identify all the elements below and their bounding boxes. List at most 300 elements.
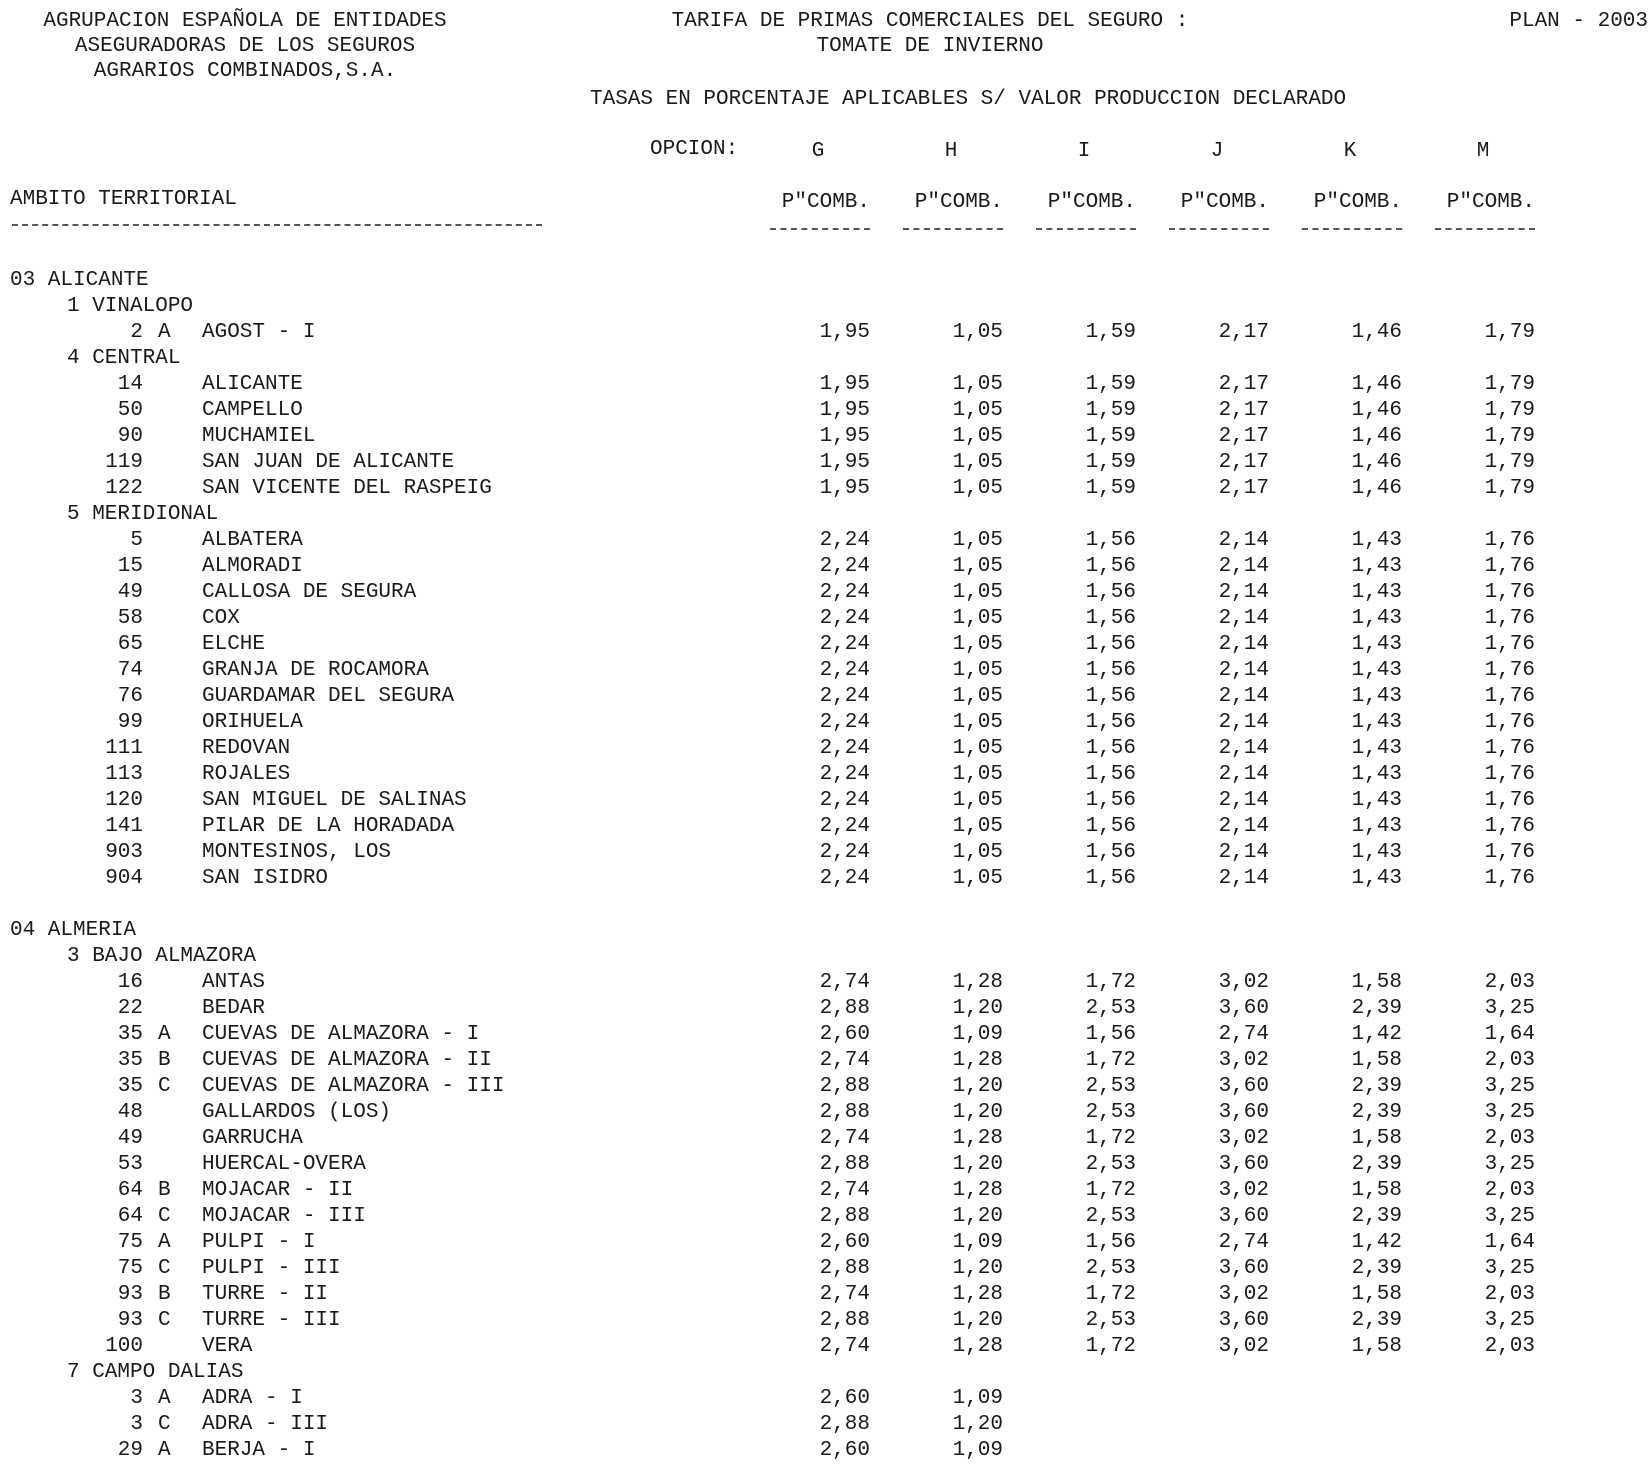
- municipality-code: 119: [105, 451, 143, 474]
- table-row: [0, 372, 1651, 398]
- municipality-name: ALMORADI: [202, 555, 303, 578]
- rate-m: 2,03: [1484, 1283, 1535, 1306]
- municipality-code: 3: [130, 1387, 143, 1410]
- rate-i: 1,56: [1085, 581, 1136, 604]
- rate-h: 1,28: [952, 1127, 1003, 1150]
- municipality-name: SAN JUAN DE ALICANTE: [202, 451, 455, 474]
- rate-h: 1,20: [952, 1413, 1003, 1436]
- municipality-name: VERA: [202, 1335, 253, 1358]
- rate-g: 2,24: [819, 529, 870, 552]
- municipality-code: 113: [105, 763, 143, 786]
- pcomb-underline: [770, 228, 870, 230]
- municipality-subzone: A: [158, 1023, 171, 1046]
- org-name-line-3: AGRARIOS COMBINADOS,S.A.: [93, 60, 397, 83]
- rate-g: 2,60: [819, 1387, 870, 1410]
- rate-h: 1,05: [952, 789, 1003, 812]
- rate-h: 1,28: [952, 971, 1003, 994]
- municipality-code: 58: [117, 607, 143, 630]
- comarca-header: [0, 502, 1651, 528]
- rate-j: 2,17: [1218, 373, 1269, 396]
- rate-m: 3,25: [1484, 1153, 1535, 1176]
- option-m-header: M: [1476, 140, 1490, 163]
- rate-k: 2,39: [1351, 1205, 1402, 1228]
- rate-g: 2,60: [819, 1439, 870, 1462]
- rate-j: 2,14: [1218, 867, 1269, 890]
- rate-i: 2,53: [1085, 1205, 1136, 1228]
- rate-g: 2,24: [819, 659, 870, 682]
- municipality-code: 35: [117, 1049, 143, 1072]
- rate-j: 2,14: [1218, 581, 1269, 604]
- municipality-name: PILAR DE LA HORADADA: [202, 815, 455, 838]
- table-row: [0, 1022, 1651, 1048]
- rate-j: 2,14: [1218, 633, 1269, 656]
- org-name-line-1: AGRUPACION ESPAÑOLA DE ENTIDADES: [43, 10, 447, 33]
- rate-k: 1,43: [1351, 685, 1402, 708]
- rate-g: 2,60: [819, 1023, 870, 1046]
- rate-g: 2,74: [819, 1335, 870, 1358]
- rate-g: 2,24: [819, 815, 870, 838]
- rate-g: 2,24: [819, 763, 870, 786]
- rate-j: 2,14: [1218, 555, 1269, 578]
- municipality-name: TURRE - III: [202, 1309, 341, 1332]
- rate-k: 1,42: [1351, 1023, 1402, 1046]
- municipality-name: CUEVAS DE ALMAZORA - I: [202, 1023, 480, 1046]
- municipality-code: 99: [117, 711, 143, 734]
- rate-m: 1,76: [1484, 763, 1535, 786]
- rate-h: 1,05: [952, 373, 1003, 396]
- province-name: 03 ALICANTE: [10, 269, 149, 292]
- rate-h: 1,05: [952, 425, 1003, 448]
- rate-k: 1,46: [1351, 321, 1402, 344]
- rate-k: 2,39: [1351, 1075, 1402, 1098]
- rate-k: 2,39: [1351, 1257, 1402, 1280]
- org-name-line-2: ASEGURADORAS DE LOS SEGUROS: [74, 35, 416, 58]
- province-header: [0, 268, 1651, 294]
- rate-j: 3,02: [1218, 1049, 1269, 1072]
- rate-i: 1,59: [1085, 321, 1136, 344]
- rate-i: 1,59: [1085, 451, 1136, 474]
- rate-h: 1,05: [952, 581, 1003, 604]
- table-row: [0, 1386, 1651, 1412]
- table-row: [0, 1074, 1651, 1100]
- municipality-subzone: C: [158, 1309, 171, 1332]
- table-row: [0, 1178, 1651, 1204]
- ambito-underline: [12, 224, 542, 226]
- rate-m: 2,03: [1484, 971, 1535, 994]
- municipality-code: 3: [130, 1413, 143, 1436]
- rate-k: 1,46: [1351, 399, 1402, 422]
- rate-j: 3,02: [1218, 1283, 1269, 1306]
- municipality-code: 29: [117, 1439, 143, 1462]
- rate-k: 2,39: [1351, 1153, 1402, 1176]
- rate-k: 1,43: [1351, 737, 1402, 760]
- rate-m: 1,64: [1484, 1023, 1535, 1046]
- municipality-name: CAMPELLO: [202, 399, 303, 422]
- table-row: [0, 476, 1651, 502]
- rate-g: 1,95: [819, 399, 870, 422]
- province-header: [0, 918, 1651, 944]
- comarca-header: [0, 944, 1651, 970]
- rate-j: 2,14: [1218, 685, 1269, 708]
- rate-i: 1,56: [1085, 867, 1136, 890]
- rate-k: 1,58: [1351, 1179, 1402, 1202]
- municipality-name: BERJA - I: [202, 1439, 316, 1462]
- municipality-name: REDOVAN: [202, 737, 291, 760]
- rate-k: 1,43: [1351, 659, 1402, 682]
- municipality-name: ADRA - III: [202, 1413, 329, 1436]
- municipality-subzone: B: [158, 1179, 171, 1202]
- rate-i: 1,59: [1085, 399, 1136, 422]
- municipality-name: ROJALES: [202, 763, 291, 786]
- rate-g: 2,24: [819, 867, 870, 890]
- rate-g: 2,74: [819, 1179, 870, 1202]
- municipality-code: 2: [130, 321, 143, 344]
- rate-m: 3,25: [1484, 1101, 1535, 1124]
- rate-j: 2,14: [1218, 737, 1269, 760]
- municipality-name: SAN MIGUEL DE SALINAS: [202, 789, 467, 812]
- municipality-name: CALLOSA DE SEGURA: [202, 581, 417, 604]
- pcomb-header: P"COMB.: [914, 191, 1003, 214]
- comarca-header: [0, 346, 1651, 372]
- municipality-name: SAN VICENTE DEL RASPEIG: [202, 477, 492, 500]
- table-row: [0, 1126, 1651, 1152]
- municipality-name: HUERCAL-OVERA: [202, 1153, 366, 1176]
- rate-m: 2,03: [1484, 1335, 1535, 1358]
- rate-k: 2,39: [1351, 997, 1402, 1020]
- rate-m: 1,76: [1484, 867, 1535, 890]
- rate-i: 2,53: [1085, 997, 1136, 1020]
- pcomb-header: P"COMB.: [781, 191, 870, 214]
- opcion-label: OPCION:: [650, 138, 739, 161]
- rate-i: 2,53: [1085, 1075, 1136, 1098]
- municipality-subzone: A: [158, 321, 171, 344]
- municipality-name: MOJACAR - II: [202, 1179, 354, 1202]
- rate-i: 2,53: [1085, 1153, 1136, 1176]
- municipality-code: 35: [117, 1023, 143, 1046]
- document-title: TARIFA DE PRIMAS COMERCIALES DEL SEGURO :: [671, 10, 1189, 33]
- municipality-name: TURRE - II: [202, 1283, 329, 1306]
- rate-i: 2,53: [1085, 1309, 1136, 1332]
- municipality-name: BEDAR: [202, 997, 266, 1020]
- rate-g: 1,95: [819, 373, 870, 396]
- rate-m: 1,76: [1484, 659, 1535, 682]
- table-row: [0, 528, 1651, 554]
- pcomb-underline: [1302, 228, 1402, 230]
- municipality-code: 48: [117, 1101, 143, 1124]
- municipality-subzone: A: [158, 1439, 171, 1462]
- rate-i: 1,56: [1085, 737, 1136, 760]
- rate-i: 1,56: [1085, 841, 1136, 864]
- municipality-code: 16: [117, 971, 143, 994]
- rate-i: 1,72: [1085, 1049, 1136, 1072]
- pcomb-underline: [1036, 228, 1136, 230]
- document-subtitle: TASAS EN PORCENTAJE APLICABLES S/ VALOR PRODUCCION DECLARADO: [590, 88, 1347, 111]
- rate-i: 1,59: [1085, 425, 1136, 448]
- municipality-subzone: B: [158, 1049, 171, 1072]
- municipality-subzone: C: [158, 1075, 171, 1098]
- comarca-name: 1 VINALOPO: [67, 295, 194, 318]
- option-i-header: I: [1077, 140, 1091, 163]
- rate-j: 2,17: [1218, 321, 1269, 344]
- rate-i: 1,72: [1085, 1179, 1136, 1202]
- rate-m: 1,76: [1484, 711, 1535, 734]
- rate-k: 1,43: [1351, 789, 1402, 812]
- rate-k: 1,58: [1351, 1283, 1402, 1306]
- rate-j: 3,02: [1218, 1179, 1269, 1202]
- table-row: [0, 1230, 1651, 1256]
- municipality-code: 53: [117, 1153, 143, 1176]
- rate-g: 2,24: [819, 633, 870, 656]
- rate-k: 1,46: [1351, 451, 1402, 474]
- option-h-header: H: [944, 140, 958, 163]
- rate-i: 1,59: [1085, 477, 1136, 500]
- municipality-name: PULPI - III: [202, 1257, 341, 1280]
- municipality-name: PULPI - I: [202, 1231, 316, 1254]
- municipality-code: 75: [117, 1231, 143, 1254]
- rate-i: 2,53: [1085, 1257, 1136, 1280]
- municipality-code: 75: [117, 1257, 143, 1280]
- rate-i: 1,72: [1085, 1283, 1136, 1306]
- rate-h: 1,05: [952, 321, 1003, 344]
- pcomb-underline: [1435, 228, 1535, 230]
- rate-h: 1,20: [952, 1153, 1003, 1176]
- rate-k: 1,42: [1351, 1231, 1402, 1254]
- municipality-subzone: C: [158, 1413, 171, 1436]
- comarca-name: 7 CAMPO DALIAS: [67, 1361, 244, 1384]
- rate-g: 1,95: [819, 425, 870, 448]
- rate-m: 1,76: [1484, 633, 1535, 656]
- rate-m: 3,25: [1484, 1309, 1535, 1332]
- municipality-name: GARRUCHA: [202, 1127, 303, 1150]
- rate-i: 1,72: [1085, 1127, 1136, 1150]
- table-row: [0, 996, 1651, 1022]
- rate-g: 2,74: [819, 1283, 870, 1306]
- rate-j: 2,17: [1218, 477, 1269, 500]
- rate-m: 2,03: [1484, 1179, 1535, 1202]
- rate-k: 1,43: [1351, 607, 1402, 630]
- rate-g: 2,24: [819, 581, 870, 604]
- rate-g: 2,88: [819, 997, 870, 1020]
- rate-m: 1,76: [1484, 815, 1535, 838]
- rate-m: 1,76: [1484, 529, 1535, 552]
- municipality-code: 49: [117, 581, 143, 604]
- rate-g: 2,88: [819, 1101, 870, 1124]
- rate-i: 1,56: [1085, 815, 1136, 838]
- rate-h: 1,05: [952, 737, 1003, 760]
- rate-h: 1,20: [952, 1075, 1003, 1098]
- municipality-code: 5: [130, 529, 143, 552]
- municipality-subzone: C: [158, 1257, 171, 1280]
- province-name: 04 ALMERIA: [10, 919, 137, 942]
- rate-g: 2,24: [819, 789, 870, 812]
- table-row: [0, 1152, 1651, 1178]
- rate-m: 2,03: [1484, 1049, 1535, 1072]
- rate-j: 3,60: [1218, 1153, 1269, 1176]
- rate-g: 1,95: [819, 451, 870, 474]
- rate-g: 2,24: [819, 607, 870, 630]
- rate-j: 2,14: [1218, 529, 1269, 552]
- option-j-header: J: [1210, 140, 1224, 163]
- pcomb-header: P"COMB.: [1313, 191, 1402, 214]
- rate-m: 1,79: [1484, 373, 1535, 396]
- rate-i: 1,72: [1085, 1335, 1136, 1358]
- table-row: [0, 320, 1651, 346]
- municipality-name: GALLARDOS (LOS): [202, 1101, 392, 1124]
- municipality-name: COX: [202, 607, 240, 630]
- municipality-code: 120: [105, 789, 143, 812]
- municipality-code: 65: [117, 633, 143, 656]
- rate-g: 2,60: [819, 1231, 870, 1254]
- municipality-name: CUEVAS DE ALMAZORA - II: [202, 1049, 492, 1072]
- pcomb-header: P"COMB.: [1180, 191, 1269, 214]
- municipality-code: 64: [117, 1205, 143, 1228]
- table-row: [0, 710, 1651, 736]
- rate-k: 1,43: [1351, 815, 1402, 838]
- rate-h: 1,05: [952, 763, 1003, 786]
- rate-j: 2,17: [1218, 399, 1269, 422]
- municipality-name: ALICANTE: [202, 373, 303, 396]
- rate-i: 1,56: [1085, 1231, 1136, 1254]
- rate-h: 1,05: [952, 529, 1003, 552]
- rate-j: 2,14: [1218, 789, 1269, 812]
- pcomb-underline: [903, 228, 1003, 230]
- rate-j: 3,02: [1218, 1335, 1269, 1358]
- rate-h: 1,09: [952, 1387, 1003, 1410]
- municipality-name: ELCHE: [202, 633, 266, 656]
- rate-h: 1,20: [952, 1257, 1003, 1280]
- comarca-name: 4 CENTRAL: [67, 347, 181, 370]
- rate-h: 1,05: [952, 555, 1003, 578]
- rate-m: 3,25: [1484, 1075, 1535, 1098]
- rate-i: 1,56: [1085, 711, 1136, 734]
- municipality-name: SAN ISIDRO: [202, 867, 329, 890]
- municipality-name: GUARDAMAR DEL SEGURA: [202, 685, 455, 708]
- rate-k: 1,43: [1351, 529, 1402, 552]
- municipality-code: 93: [117, 1309, 143, 1332]
- rate-g: 2,88: [819, 1257, 870, 1280]
- rate-g: 2,24: [819, 685, 870, 708]
- rate-g: 2,24: [819, 711, 870, 734]
- table-row: [0, 632, 1651, 658]
- rate-k: 1,43: [1351, 841, 1402, 864]
- rate-k: 2,39: [1351, 1309, 1402, 1332]
- rate-k: 1,43: [1351, 581, 1402, 604]
- rate-h: 1,05: [952, 711, 1003, 734]
- rate-k: 1,46: [1351, 477, 1402, 500]
- table-row: [0, 814, 1651, 840]
- rate-m: 1,76: [1484, 789, 1535, 812]
- rate-m: 1,79: [1484, 477, 1535, 500]
- rate-h: 1,20: [952, 1101, 1003, 1124]
- pcomb-header: P"COMB.: [1446, 191, 1535, 214]
- table-row: [0, 1256, 1651, 1282]
- rate-i: 2,53: [1085, 1101, 1136, 1124]
- rate-g: 2,88: [819, 1205, 870, 1228]
- rate-j: 3,60: [1218, 1075, 1269, 1098]
- rate-j: 2,17: [1218, 451, 1269, 474]
- rate-g: 1,95: [819, 321, 870, 344]
- rate-j: 2,74: [1218, 1023, 1269, 1046]
- rate-m: 1,76: [1484, 555, 1535, 578]
- rate-h: 1,05: [952, 659, 1003, 682]
- rate-j: 3,60: [1218, 1101, 1269, 1124]
- municipality-name: ALBATERA: [202, 529, 303, 552]
- rate-j: 2,14: [1218, 607, 1269, 630]
- municipality-code: 15: [117, 555, 143, 578]
- rate-m: 1,64: [1484, 1231, 1535, 1254]
- rate-k: 1,58: [1351, 971, 1402, 994]
- municipality-subzone: A: [158, 1387, 171, 1410]
- rate-i: 1,56: [1085, 529, 1136, 552]
- pcomb-header: P"COMB.: [1047, 191, 1136, 214]
- rate-k: 2,39: [1351, 1101, 1402, 1124]
- rate-j: 2,74: [1218, 1231, 1269, 1254]
- rate-k: 1,58: [1351, 1335, 1402, 1358]
- table-row: [0, 580, 1651, 606]
- rate-g: 2,24: [819, 737, 870, 760]
- municipality-code: 903: [105, 841, 143, 864]
- pcomb-underline: [1169, 228, 1269, 230]
- rate-i: 1,59: [1085, 373, 1136, 396]
- municipality-subzone: B: [158, 1283, 171, 1306]
- table-row: [0, 554, 1651, 580]
- rate-j: 3,60: [1218, 1309, 1269, 1332]
- rate-k: 1,58: [1351, 1049, 1402, 1072]
- municipality-name: ADRA - I: [202, 1387, 303, 1410]
- rate-m: 1,76: [1484, 737, 1535, 760]
- rate-h: 1,05: [952, 815, 1003, 838]
- rate-m: 1,79: [1484, 321, 1535, 344]
- table-row: [0, 424, 1651, 450]
- rate-i: 1,56: [1085, 633, 1136, 656]
- municipality-code: 49: [117, 1127, 143, 1150]
- rate-j: 3,60: [1218, 1257, 1269, 1280]
- document-crop: TOMATE DE INVIERNO: [816, 35, 1044, 58]
- rate-m: 3,25: [1484, 997, 1535, 1020]
- municipality-code: 93: [117, 1283, 143, 1306]
- rate-m: 1,76: [1484, 607, 1535, 630]
- table-row: [0, 788, 1651, 814]
- municipality-code: 122: [105, 477, 143, 500]
- municipality-code: 76: [117, 685, 143, 708]
- table-row: [0, 1100, 1651, 1126]
- rate-j: 3,60: [1218, 1205, 1269, 1228]
- municipality-code: 111: [105, 737, 143, 760]
- rate-h: 1,05: [952, 685, 1003, 708]
- municipality-name: GRANJA DE ROCAMORA: [202, 659, 429, 682]
- rate-h: 1,09: [952, 1439, 1003, 1462]
- table-row: [0, 606, 1651, 632]
- rate-m: 1,79: [1484, 451, 1535, 474]
- rate-h: 1,09: [952, 1231, 1003, 1254]
- rate-m: 1,79: [1484, 399, 1535, 422]
- rate-h: 1,28: [952, 1283, 1003, 1306]
- rate-k: 1,46: [1351, 425, 1402, 448]
- municipality-subzone: C: [158, 1205, 171, 1228]
- municipality-name: ANTAS: [202, 971, 266, 994]
- table-row: [0, 450, 1651, 476]
- rate-h: 1,20: [952, 997, 1003, 1020]
- rate-i: 1,72: [1085, 971, 1136, 994]
- rate-j: 2,14: [1218, 815, 1269, 838]
- rate-k: 1,43: [1351, 867, 1402, 890]
- comarca-header: [0, 1360, 1651, 1386]
- table-row: [0, 1048, 1651, 1074]
- rate-h: 1,20: [952, 1205, 1003, 1228]
- municipality-name: MONTESINOS, LOS: [202, 841, 392, 864]
- rate-k: 1,43: [1351, 711, 1402, 734]
- rate-g: 2,88: [819, 1153, 870, 1176]
